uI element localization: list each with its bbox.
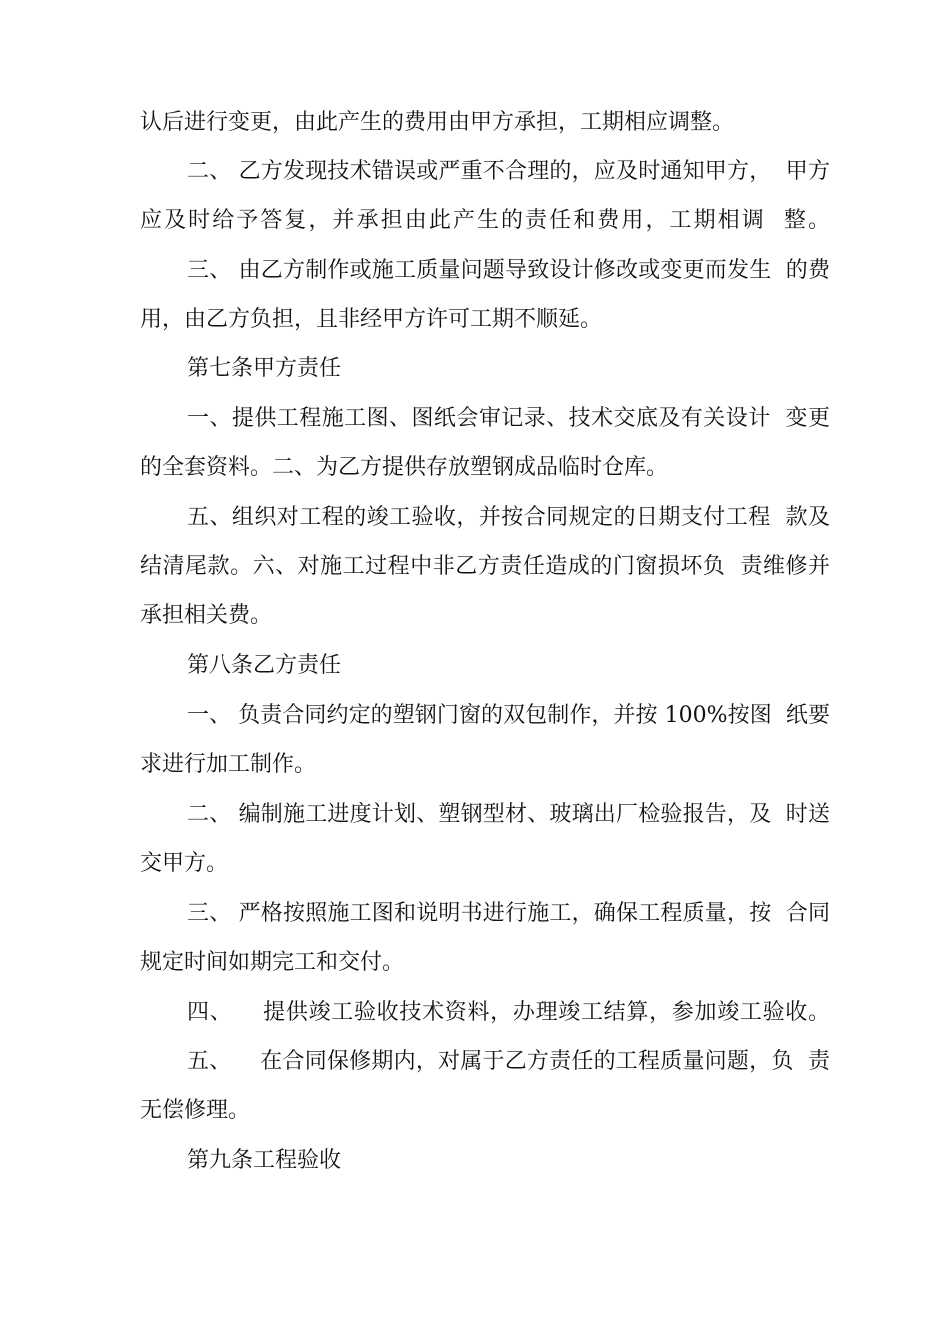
- paragraph-line: 五、组织对工程的竣工验收，并按合同规定的日期支付工程 款及: [187, 505, 830, 530]
- section-heading: 第九条工程验收: [187, 1148, 342, 1173]
- paragraph-line: 应及时给予答复，并承担由此产生的责任和费用，工期相调 整。: [140, 208, 830, 233]
- paragraph-line: 无偿修理。: [140, 1098, 251, 1123]
- paragraph-line: 三、 严格按照施工图和说明书进行施工，确保工程质量，按 合同: [187, 901, 830, 926]
- paragraph-line: 四、 提供竣工验收技术资料，办理竣工结算，参加竣工验收。: [187, 1000, 830, 1025]
- section-heading: 第七条甲方责任: [187, 356, 342, 381]
- paragraph-line: 二、 乙方发现技术错误或严重不合理的，应及时通知甲方， 甲方: [187, 159, 830, 184]
- paragraph-line: 一、 负责合同约定的塑钢门窗的双包制作，并按 100%按图 纸要: [187, 703, 830, 728]
- paragraph-line: 规定时间如期完工和交付。: [140, 950, 405, 975]
- paragraph-line: 认后进行变更，由此产生的费用由甲方承担，工期相应调整。: [140, 110, 735, 135]
- paragraph-line: 二、 编制施工进度计划、塑钢型材、玻璃出厂检验报告，及 时送: [187, 802, 830, 827]
- paragraph-line: 五、 在合同保修期内，对属于乙方责任的工程质量问题，负 责: [187, 1049, 830, 1074]
- paragraph-line: 求进行加工制作。: [140, 752, 317, 777]
- paragraph-line: 的全套资料。二、为乙方提供存放塑钢成品临时仓库。: [140, 455, 669, 480]
- paragraph-line: 交甲方。: [140, 851, 229, 876]
- paragraph-line: 用，由乙方负担，且非经甲方许可工期不顺延。: [140, 307, 603, 332]
- paragraph-line: 一、提供工程施工图、图纸会审记录、技术交底及有关设计 变更: [187, 406, 830, 431]
- paragraph-line: 承担相关费。: [140, 603, 273, 628]
- section-heading: 第八条乙方责任: [187, 653, 342, 678]
- paragraph-line: 结清尾款。六、对施工过程中非乙方责任造成的门窗损坏负 责维修并: [140, 554, 830, 579]
- paragraph-line: 三、 由乙方制作或施工质量问题导致设计修改或变更而发生 的费: [187, 258, 830, 283]
